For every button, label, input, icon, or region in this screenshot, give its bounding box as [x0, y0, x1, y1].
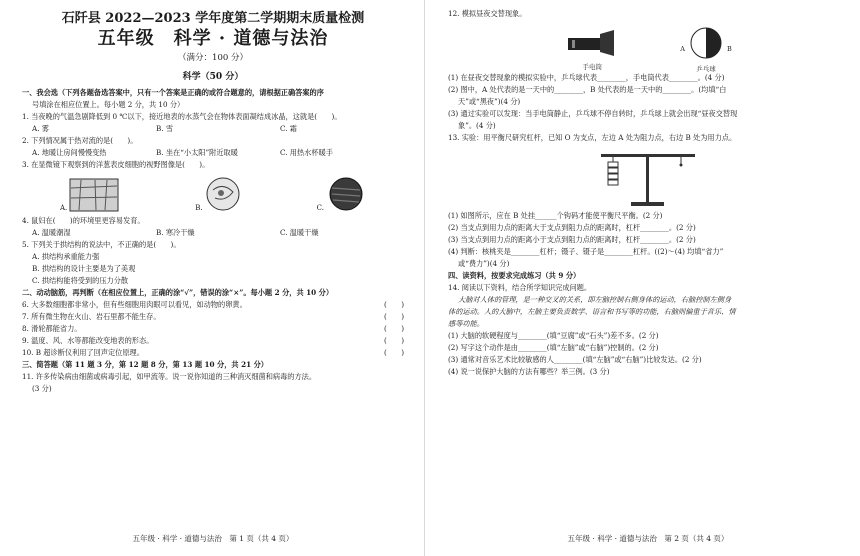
option-b: B. 寒冷干燥 [156, 228, 195, 237]
page-2 [430, 0, 860, 556]
section-1-header-cont: 号填涂在相应位置上。每小题 2 分，共 10 分） [32, 100, 185, 109]
question-2: 2. 下列情况属于热对流的是( )。 [22, 136, 138, 145]
judge-item-7 [22, 311, 404, 323]
answer-paren: ( ) [384, 324, 404, 333]
page-1 [0, 0, 418, 556]
page-1-footer: 五年级 · 科学 · 道德与法治 第 1 页（共 4 页） [132, 534, 294, 543]
judge-text: 9. 温度、风、水等都能改变地表的形态。 [22, 336, 154, 345]
question-4-options [22, 227, 404, 239]
question-14-part-2: (2) 写字这个动作是由________(填“左脑”或“右脑”)控制的。(2 分) [448, 343, 659, 352]
option-c: C. 温暖干燥 [280, 228, 319, 237]
option-b: B. 坐在“小太阳”附近取暖 [156, 148, 238, 157]
figure-b [195, 176, 240, 212]
question-4: 4. 鼠妇在( )的环境里更容易发育。 [22, 216, 145, 225]
exam-subtitle: 五年级 科学 · 道德与法治 [97, 28, 329, 49]
question-14-part-1: (1) 大脑的软硬程度与________(填“豆腐”或“石头”)差不多。(2 分) [448, 331, 659, 340]
page-divider [424, 0, 425, 556]
reading-line-2: 体的运动。人的大脑中，左脑主要负责数学、语言和书写等的功能，右脑则偏重于音乐、情 [448, 307, 736, 316]
question-12-part-3: (3) 通过实验可以发现：当手电筒静止，乒乓球不停自转时，乒乓球上就会出现“昼夜交替现 [448, 109, 738, 118]
option-c: C. 用热水杯暖手 [280, 148, 333, 157]
answer-paren: ( ) [384, 336, 404, 345]
reading-line-3: 感等功能。 [448, 319, 484, 328]
question-5-option-a: A. 拱结构承重能力强 [32, 252, 100, 261]
question-13-part-1: (1) 如图所示，应在 B 处挂______个钩码才能使平衡尺平衡。(2 分) [448, 211, 663, 220]
judge-text: 7. 所有微生物在火山、岩石里都不能生存。 [22, 312, 161, 321]
question-1: 1. 当夜晚的气温急剧降低到 0 ℃以下，接近地表的水蒸气会在物体表面凝结成冰晶，这就是( )。 [22, 112, 342, 121]
option-c: C. [316, 204, 324, 212]
part-science: 科学（50 分） [182, 72, 244, 82]
question-5-option-c: C. 拱结构能将受到的压力分散 [32, 276, 129, 285]
question-2-options [22, 147, 404, 159]
question-12-part-2: (2) 图中，A 处代表的是一天中的________，B 处代表的是一天中的________。(均填“白 [448, 85, 727, 94]
judge-text: 8. 滑轮都能省力。 [22, 324, 82, 333]
section-3-header: 三、简答题（第 11 题 3 分，第 12 题 8 分，第 13 题 10 分，共 21 分） [22, 360, 268, 369]
ping-pong-ball-icon [689, 26, 723, 60]
judge-text: 6. 大多数细胞都非常小，但有些细胞用肉眼可以看见，如动物的卵黄。 [22, 300, 247, 309]
judge-text: 10. B 超诊断仪利用了回声定位原理。 [22, 348, 144, 357]
option-b: B. [195, 204, 203, 212]
judge-item-8 [22, 323, 404, 335]
flashlight-icon [564, 28, 620, 58]
question-13-part-2: (2) 当支点到用力点的距离大于支点到阻力点的距离时，杠杆________。(2 分) [448, 223, 696, 232]
option-b: B. 雪 [156, 124, 174, 133]
balance-ruler-icon [593, 146, 703, 208]
flashlight-figure [564, 28, 620, 71]
lever-diagram [448, 146, 848, 208]
ball-figure [680, 26, 731, 73]
option-a: A. [60, 204, 68, 212]
reading-line-1: 大脑对人体的管理，是一种交叉的关系，即左脑控制右侧身体的运动，右脑控制左侧身 [458, 295, 732, 304]
question-11-score: (3 分) [32, 384, 52, 393]
judge-item-9 [22, 335, 404, 347]
option-a: A. 地暖让房间慢慢变热 [32, 148, 107, 157]
cell-image-a [69, 178, 119, 212]
full-score: （满分：100 分） [178, 53, 248, 63]
answer-paren: ( ) [384, 312, 404, 321]
section-4-header: 四、读资料，按要求完成练习（共 9 分） [448, 271, 581, 280]
answer-paren: ( ) [384, 348, 404, 357]
cell-image-b [205, 176, 241, 212]
page-2-footer: 五年级 · 科学 · 道德与法治 第 2 页（共 4 页） [567, 534, 729, 543]
question-13-part-4: (4) 判断：核桃夹是________杠杆；镊子、镊子是________杠杆。((2)～(4) 均填“省力” [448, 247, 724, 256]
judge-item-10 [22, 347, 404, 359]
figure-a [60, 178, 119, 212]
question-11: 11. 许多传染病由细菌或病毒引起，如甲流等。说一说你知道的三种消灭细菌和病毒的方法。 [22, 372, 317, 381]
question-13: 13. 实验：用平衡尺研究杠杆，已知 O 为支点，左边 A 处为阻力点，右边 B 处为用力点。 [448, 133, 737, 142]
question-12-part-1: (1) 在昼夜交替现象的模拟实验中，乒乓球代表________，手电筒代表________。(4 分) [448, 73, 725, 82]
question-3: 3. 在显微镜下观察到的洋葱表皮细胞的视野图像是( )。 [22, 160, 210, 169]
cell-image-c [326, 176, 366, 212]
judge-item-6 [22, 299, 404, 311]
question-1-options [22, 123, 404, 135]
label-a: A [680, 45, 685, 53]
question-13-part-3: (3) 当支点到用力点的距离小于支点到阻力点的距离时，杠杆________。(2 分) [448, 235, 696, 244]
answer-paren: ( ) [384, 300, 404, 309]
question-14-part-4: (4) 说一说保护大脑的方法有哪些？举三例。(3 分) [448, 367, 610, 376]
flashlight-caption: 手电筒 [582, 62, 602, 71]
section-1-header: 一、我会选（下列各题备选答案中，只有一个答案是正确的或符合题意的，请根据正确答案的序 [22, 88, 324, 97]
question-12: 12. 模拟昼夜交替现象。 [448, 9, 527, 18]
section-2-header: 二、动动脑筋，再判断（在相应位置上，正确的涂“√”，错误的涂“×”。每小题 2 分，共 10 分） [22, 288, 334, 297]
question-3-images [22, 174, 404, 212]
option-a: A. 温暖潮湿 [32, 228, 71, 237]
label-b: B [726, 45, 732, 53]
question-12-part-3-cont: 象”。(4 分) [458, 121, 496, 130]
question-13-part-4-cont: 或“费力”)(4 分) [458, 259, 510, 268]
figure-c [317, 176, 366, 212]
question-14: 14. 阅读以下资料，结合所学知识完成问题。 [448, 283, 592, 292]
option-a: A. 雾 [32, 124, 49, 133]
question-5: 5. 下列关于拱结构的说法中，不正确的是( )。 [22, 240, 181, 249]
ball-caption: 乒乓球 [696, 64, 716, 73]
question-14-part-3: (3) 通常对音乐艺术比较敏感的人________(填“左脑”或“右脑”)比较发达。(2 分) [448, 355, 702, 364]
question-5-option-b: B. 拱结构的设计主要是为了美观 [32, 264, 136, 273]
day-night-diagram [448, 26, 848, 72]
question-12-part-2-cont: 天”或“黑夜”)(4 分) [458, 97, 521, 106]
exam-title: 石阡县 2022—2023 学年度第二学期期末质量检测 [61, 11, 365, 26]
option-c: C. 霜 [280, 124, 297, 133]
